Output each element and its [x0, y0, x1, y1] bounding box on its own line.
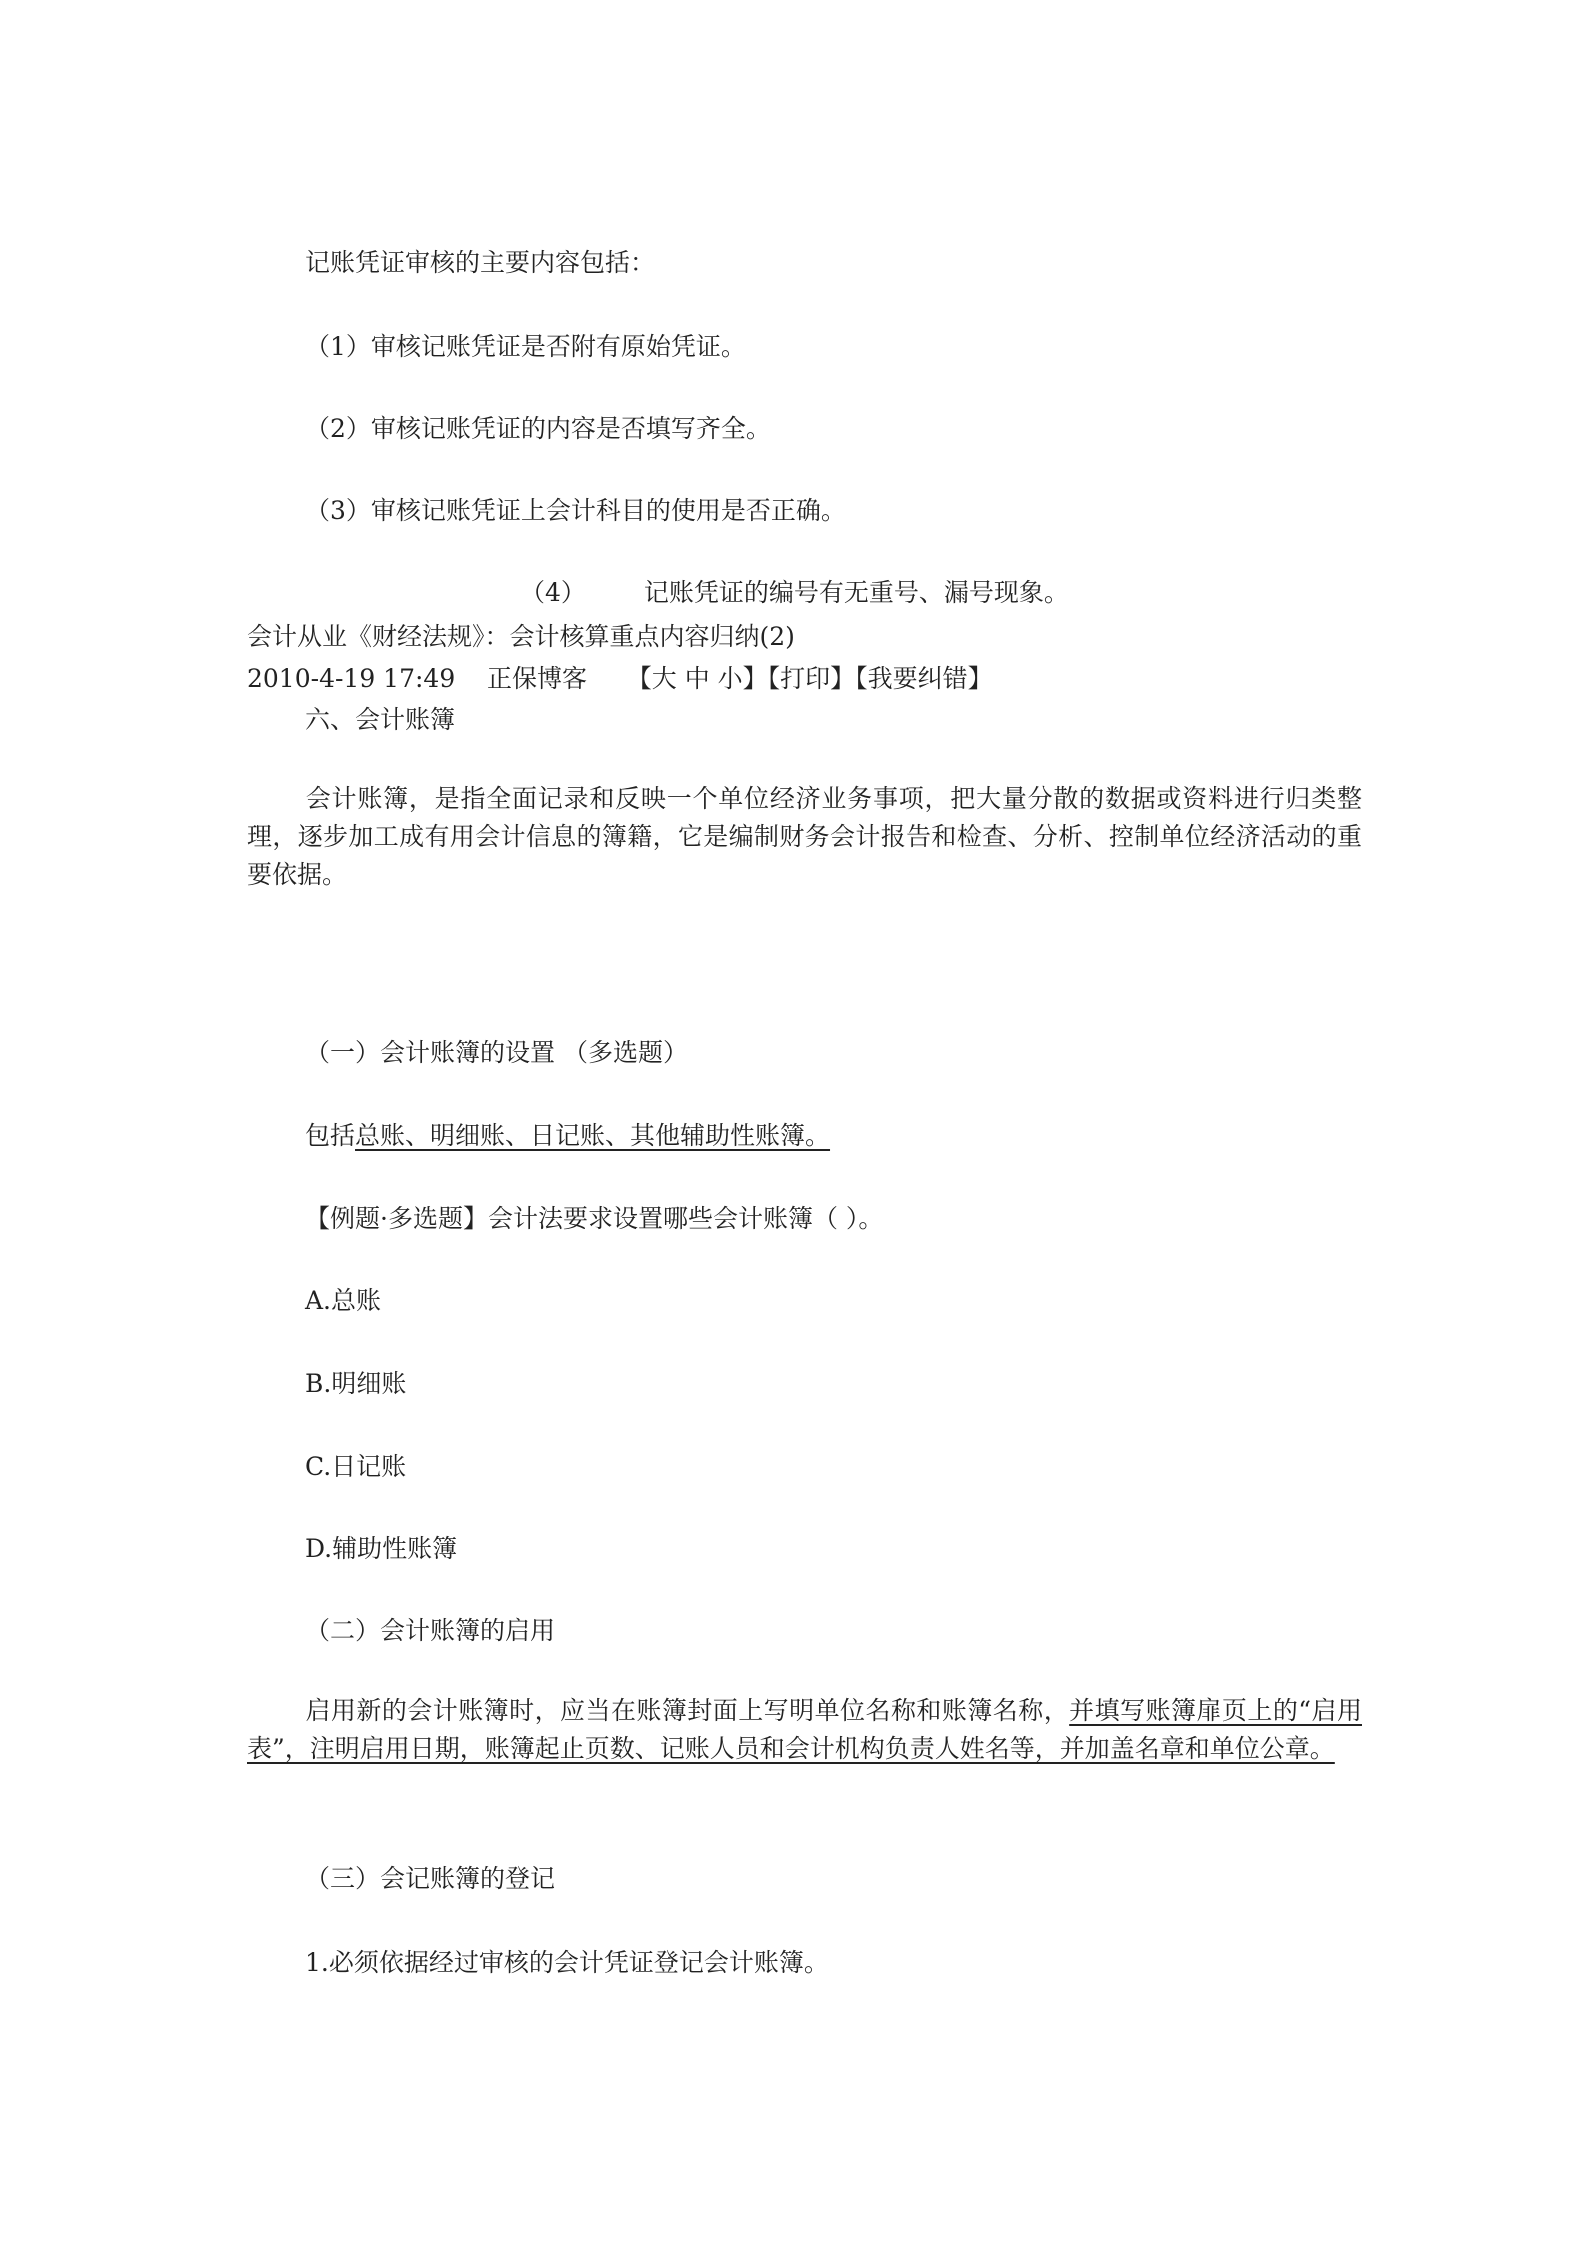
setup-includes-underlined: 总账、明细账、日记账、其他辅助性账簿。 — [355, 1121, 831, 1150]
register-heading: （三）会记账簿的登记 — [305, 1864, 556, 1893]
enable-paragraph-plain: 启用新的会计账簿时，应当在账簿封面上写明单位名称和账簿名称， — [305, 1696, 1070, 1725]
setup-includes-prefix: 包括 — [305, 1121, 356, 1150]
option-b: B.明细账 — [305, 1369, 407, 1398]
review-item-4 — [520, 576, 1069, 610]
article-source: 正保博客 — [487, 664, 588, 693]
enable-heading: （二）会计账簿的启用 — [305, 1616, 556, 1645]
setup-example: 【例题·多选题】会计法要求设置哪些会计账簿（ ）。 — [305, 1204, 884, 1233]
setup-includes — [305, 1119, 830, 1153]
review-intro: 记账凭证审核的主要内容包括： — [305, 248, 656, 277]
register-item-1: 1.必须依据经过审核的会计凭证登记会计账簿。 — [305, 1948, 829, 1977]
enable-paragraph — [247, 1692, 1362, 1768]
review-item-1: （1）审核记账凭证是否附有原始凭证。 — [305, 332, 746, 361]
definition-paragraph: 会计账簿，是指全面记录和反映一个单位经济业务事项，把大量分散的数据或资料进行归类整理，逐步加工成有用会计信息的簿籍，它是编制财务会计报告和检查、分析、控制单位经济活动的重要依据。 — [247, 784, 1362, 889]
option-d: D.辅助性账簿 — [305, 1534, 458, 1563]
review-item-3: （3）审核记账凭证上会计科目的使用是否正确。 — [305, 496, 846, 525]
setup-heading: （一）会计账簿的设置 （多选题） — [305, 1038, 688, 1067]
article-tools[interactable]: 【大 中 小】【打印】【我要纠错】 — [626, 664, 993, 693]
article-date: 2010-4-19 17:49 — [247, 664, 456, 693]
option-c: C.日记账 — [305, 1452, 407, 1481]
article-title: 会计从业《财经法规》：会计核算重点内容归纳(2) — [247, 622, 795, 651]
enable-paragraph-underlined: 并填写账簿扉页上的“启用表”，注明启用日期，账簿起止页数、记账人员和会计机构负责人姓名等，并加盖名章和单位公章。 — [247, 1696, 1362, 1763]
section-6-heading: 六、会计账簿 — [305, 705, 456, 734]
article-meta — [247, 662, 993, 696]
review-item-4-text: 记账凭证的编号有无重号、漏号现象。 — [643, 578, 1069, 607]
review-item-4-number: （4） — [520, 578, 586, 607]
review-item-2: （2）审核记账凭证的内容是否填写齐全。 — [305, 414, 771, 443]
option-a: A.总账 — [305, 1286, 382, 1315]
